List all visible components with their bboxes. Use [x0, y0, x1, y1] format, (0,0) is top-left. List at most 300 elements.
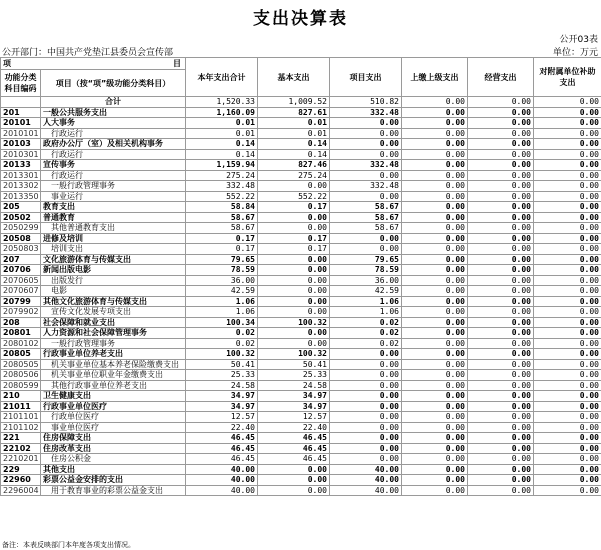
table-row [1, 181, 601, 192]
cell-total: 50.41 [186, 359, 258, 370]
table-row [1, 433, 601, 444]
cell-upper: 0.00 [402, 170, 468, 181]
cell-total: 34.97 [186, 391, 258, 402]
cell-upper: 0.00 [402, 149, 468, 160]
cell-total: 0.14 [186, 149, 258, 160]
table-row [1, 149, 601, 160]
cell-project: 0.00 [330, 412, 402, 423]
cell-name: 住房改革支出 [41, 443, 186, 454]
cell-basic: 0.14 [258, 139, 330, 150]
cell-total: 78.59 [186, 265, 258, 276]
cell-subsidiary: 0.00 [534, 359, 601, 370]
table-row [1, 223, 601, 234]
cell-upper: 0.00 [402, 422, 468, 433]
cell-subsidiary: 0.00 [534, 485, 601, 496]
cell-business: 0.00 [468, 401, 534, 412]
cell-project: 0.00 [330, 191, 402, 202]
cell-total: 0.17 [186, 244, 258, 255]
cell-basic: 0.00 [258, 464, 330, 475]
cell-business: 0.00 [468, 359, 534, 370]
cell-code: 20508 [1, 233, 41, 244]
cell-business: 0.00 [468, 307, 534, 318]
cell-upper: 0.00 [402, 286, 468, 297]
cell-code: 2050803 [1, 244, 41, 255]
cell-basic: 34.97 [258, 391, 330, 402]
cell-subsidiary: 0.00 [534, 454, 601, 465]
cell-basic: 25.33 [258, 370, 330, 381]
cell-business: 0.00 [468, 107, 534, 118]
cell-name: 行政单位医疗 [41, 412, 186, 423]
upper-header: 上缴上级支出 [402, 58, 468, 97]
cell-name: 行政事业单位养老支出 [41, 349, 186, 360]
cell-total: 24.58 [186, 380, 258, 391]
cell-name: 教育支出 [41, 202, 186, 213]
cell-code: 2013350 [1, 191, 41, 202]
cell-code: 221 [1, 433, 41, 444]
cell-project: 79.65 [330, 254, 402, 265]
cell-name: 行政事业单位医疗 [41, 401, 186, 412]
cell-upper: 0.00 [402, 233, 468, 244]
cell-subsidiary: 0.00 [534, 401, 601, 412]
cell-code: 22960 [1, 475, 41, 486]
cell-code: 2080506 [1, 370, 41, 381]
table-row [1, 317, 601, 328]
cell-name: 事业运行 [41, 191, 186, 202]
cell-name: 普通教育 [41, 212, 186, 223]
cell-basic: 275.24 [258, 170, 330, 181]
cell-business: 0.00 [468, 265, 534, 276]
item-label: 项 [3, 59, 11, 68]
cell-name: 一般公共服务支出 [41, 107, 186, 118]
table-row [1, 139, 601, 150]
expenditure-table [0, 57, 601, 496]
table-row [1, 191, 601, 202]
cell-project: 58.67 [330, 202, 402, 213]
cell-business: 0.00 [468, 380, 534, 391]
table-row [1, 296, 601, 307]
cell-upper: 0.00 [402, 338, 468, 349]
cell-upper: 0.00 [402, 370, 468, 381]
cell-subsidiary: 0.00 [534, 380, 601, 391]
table-row [1, 338, 601, 349]
cell-business: 0.00 [468, 370, 534, 381]
cell-total: 12.57 [186, 412, 258, 423]
cell-business: 0.00 [468, 317, 534, 328]
table-row [1, 265, 601, 276]
cell-name: 一般行政管理事务 [41, 338, 186, 349]
cell-subsidiary: 0.00 [534, 107, 601, 118]
cell-upper: 0.00 [402, 191, 468, 202]
table-row [1, 107, 601, 118]
cell-code: 20502 [1, 212, 41, 223]
total-row-code [1, 97, 41, 108]
cell-upper: 0.00 [402, 412, 468, 423]
cell-subsidiary: 0.00 [534, 286, 601, 297]
table-id: 公开03表 [559, 35, 598, 45]
cell-code: 205 [1, 202, 41, 213]
cell-basic: 0.00 [258, 485, 330, 496]
table-row [1, 328, 601, 339]
cell-subsidiary: 0.00 [534, 391, 601, 402]
cell-project: 0.00 [330, 118, 402, 129]
table-row [1, 349, 601, 360]
cell-upper: 0.00 [402, 128, 468, 139]
cell-name: 其他普通教育支出 [41, 223, 186, 234]
cell-code: 2010301 [1, 149, 41, 160]
cell-project: 0.00 [330, 401, 402, 412]
cell-name: 彩票公益金安排的支出 [41, 475, 186, 486]
cell-code: 208 [1, 317, 41, 328]
cell-upper: 0.00 [402, 296, 468, 307]
cell-upper: 0.00 [402, 328, 468, 339]
cell-total: 552.22 [186, 191, 258, 202]
cell-code: 20805 [1, 349, 41, 360]
cell-project: 78.59 [330, 265, 402, 276]
cell-upper: 0.00 [402, 181, 468, 192]
cell-upper: 0.00 [402, 475, 468, 486]
cell-total: 1,160.09 [186, 107, 258, 118]
table-row [1, 401, 601, 412]
basic-header: 基本支出 [258, 58, 330, 97]
cell-name: 其他文化旅游体育与传媒支出 [41, 296, 186, 307]
cell-basic: 0.17 [258, 233, 330, 244]
cell-name: 行政运行 [41, 149, 186, 160]
cell-basic: 0.01 [258, 128, 330, 139]
cell-name: 其他行政事业单位养老支出 [41, 380, 186, 391]
cell-total: 100.32 [186, 349, 258, 360]
cell-project: 332.48 [330, 160, 402, 171]
cell-code: 229 [1, 464, 41, 475]
cell-upper: 0.00 [402, 391, 468, 402]
cell-basic: 0.00 [258, 223, 330, 234]
cell-business: 0.00 [468, 412, 534, 423]
cell-business: 0.00 [468, 454, 534, 465]
table-row [1, 412, 601, 423]
cell-business: 0.00 [468, 391, 534, 402]
cell-subsidiary: 0.00 [534, 191, 601, 202]
cell-name: 住房保障支出 [41, 433, 186, 444]
cell-total: 36.00 [186, 275, 258, 286]
cell-total: 22.40 [186, 422, 258, 433]
name-header: 项目（按“项”级功能分类科目） [41, 70, 186, 97]
cell-upper: 0.00 [402, 212, 468, 223]
cell-upper: 0.00 [402, 118, 468, 129]
cell-business: 0.00 [468, 254, 534, 265]
cell-basic: 827.46 [258, 160, 330, 171]
cell-total: 42.59 [186, 286, 258, 297]
cell-name: 宣传事务 [41, 160, 186, 171]
cell-code: 2070607 [1, 286, 41, 297]
code-header: 功能分类科目编码 [1, 70, 41, 97]
cell-business: 0.00 [468, 191, 534, 202]
cell-name: 宣传文化发展专项支出 [41, 307, 186, 318]
item-header-cell [1, 58, 186, 70]
table-row [1, 307, 601, 318]
cell-subsidiary: 0.00 [534, 443, 601, 454]
cell-code: 20799 [1, 296, 41, 307]
cell-subsidiary: 0.00 [534, 118, 601, 129]
total-row-business: 0.00 [468, 97, 534, 108]
cell-upper: 0.00 [402, 464, 468, 475]
report-title: 支出决算表 [253, 9, 348, 29]
cell-business: 0.00 [468, 443, 534, 454]
table-row [1, 454, 601, 465]
cell-project: 0.02 [330, 328, 402, 339]
cell-project: 0.00 [330, 149, 402, 160]
cell-project: 1.06 [330, 296, 402, 307]
cell-subsidiary: 0.00 [534, 328, 601, 339]
cell-code: 2210201 [1, 454, 41, 465]
cell-total: 0.02 [186, 338, 258, 349]
cell-code: 2013302 [1, 181, 41, 192]
cell-name: 文化旅游体育与传媒支出 [41, 254, 186, 265]
cell-total: 332.48 [186, 181, 258, 192]
cell-upper: 0.00 [402, 401, 468, 412]
cell-basic: 0.00 [258, 307, 330, 318]
table-row [1, 422, 601, 433]
cell-total: 0.17 [186, 233, 258, 244]
table-row [1, 118, 601, 129]
cell-name: 机关事业单位职业年金缴费支出 [41, 370, 186, 381]
mu-label: 目 [173, 59, 181, 68]
cell-total: 100.34 [186, 317, 258, 328]
cell-basic: 0.17 [258, 202, 330, 213]
cell-business: 0.00 [468, 349, 534, 360]
subsidiary-header: 对附属单位补助支出 [534, 58, 601, 97]
cell-subsidiary: 0.00 [534, 160, 601, 171]
cell-total: 40.00 [186, 475, 258, 486]
cell-total: 40.00 [186, 464, 258, 475]
cell-project: 58.67 [330, 223, 402, 234]
cell-upper: 0.00 [402, 307, 468, 318]
cell-basic: 827.61 [258, 107, 330, 118]
cell-total: 0.14 [186, 139, 258, 150]
cell-name: 机关事业单位基本养老保险缴费支出 [41, 359, 186, 370]
total-header: 本年支出合计 [186, 58, 258, 97]
cell-subsidiary: 0.00 [534, 265, 601, 276]
cell-name: 用于教育事业的彩票公益金支出 [41, 485, 186, 496]
business-header: 经营支出 [468, 58, 534, 97]
total-row-basic: 1,009.52 [258, 97, 330, 108]
cell-name: 政府办公厅（室）及相关机构事务 [41, 139, 186, 150]
cell-business: 0.00 [468, 160, 534, 171]
cell-code: 22102 [1, 443, 41, 454]
cell-basic: 0.01 [258, 118, 330, 129]
cell-project: 0.00 [330, 233, 402, 244]
table-row [1, 475, 601, 486]
cell-code: 21011 [1, 401, 41, 412]
cell-business: 0.00 [468, 464, 534, 475]
cell-subsidiary: 0.00 [534, 233, 601, 244]
cell-upper: 0.00 [402, 359, 468, 370]
cell-upper: 0.00 [402, 317, 468, 328]
cell-upper: 0.00 [402, 160, 468, 171]
cell-basic: 50.41 [258, 359, 330, 370]
cell-project: 40.00 [330, 464, 402, 475]
header-row-top [1, 58, 601, 70]
cell-project: 0.00 [330, 443, 402, 454]
cell-project: 0.02 [330, 338, 402, 349]
cell-total: 0.01 [186, 118, 258, 129]
cell-basic: 46.45 [258, 454, 330, 465]
table-row [1, 464, 601, 475]
cell-subsidiary: 0.00 [534, 422, 601, 433]
cell-project: 0.00 [330, 128, 402, 139]
cell-project: 1.06 [330, 307, 402, 318]
cell-code: 2070605 [1, 275, 41, 286]
cell-subsidiary: 0.00 [534, 244, 601, 255]
table-row [1, 212, 601, 223]
cell-total: 25.33 [186, 370, 258, 381]
cell-business: 0.00 [468, 181, 534, 192]
cell-total: 46.45 [186, 433, 258, 444]
cell-business: 0.00 [468, 118, 534, 129]
cell-total: 1.06 [186, 296, 258, 307]
cell-subsidiary: 0.00 [534, 433, 601, 444]
unit-label: 单位：万元 [552, 48, 598, 58]
cell-code: 2050299 [1, 223, 41, 234]
cell-total: 34.97 [186, 401, 258, 412]
cell-name: 新闻出版电影 [41, 265, 186, 276]
cell-name: 社会保障和就业支出 [41, 317, 186, 328]
cell-subsidiary: 0.00 [534, 464, 601, 475]
cell-project: 0.00 [330, 139, 402, 150]
cell-business: 0.00 [468, 286, 534, 297]
cell-business: 0.00 [468, 233, 534, 244]
cell-upper: 0.00 [402, 265, 468, 276]
cell-basic: 100.32 [258, 317, 330, 328]
cell-business: 0.00 [468, 244, 534, 255]
cell-code: 201 [1, 107, 41, 118]
cell-business: 0.00 [468, 128, 534, 139]
table-row [1, 370, 601, 381]
cell-subsidiary: 0.00 [534, 307, 601, 318]
cell-project: 0.00 [330, 349, 402, 360]
cell-code: 2079902 [1, 307, 41, 318]
cell-code: 207 [1, 254, 41, 265]
cell-code: 20133 [1, 160, 41, 171]
cell-upper: 0.00 [402, 454, 468, 465]
cell-project: 0.00 [330, 170, 402, 181]
cell-basic: 0.00 [258, 212, 330, 223]
table-row [1, 380, 601, 391]
cell-name: 事业单位医疗 [41, 422, 186, 433]
cell-basic: 46.45 [258, 433, 330, 444]
total-row-total: 1,520.33 [186, 97, 258, 108]
cell-name: 其他支出 [41, 464, 186, 475]
cell-subsidiary: 0.00 [534, 370, 601, 381]
cell-project: 42.59 [330, 286, 402, 297]
cell-subsidiary: 0.00 [534, 296, 601, 307]
cell-total: 58.67 [186, 223, 258, 234]
cell-code: 2010101 [1, 128, 41, 139]
cell-upper: 0.00 [402, 254, 468, 265]
cell-total: 46.45 [186, 443, 258, 454]
table-row [1, 233, 601, 244]
footnote: 备注：本表反映部门本年度各项支出情况。 [2, 541, 135, 549]
cell-subsidiary: 0.00 [534, 139, 601, 150]
cell-code: 20103 [1, 139, 41, 150]
cell-code: 2101102 [1, 422, 41, 433]
table-row [1, 391, 601, 402]
cell-business: 0.00 [468, 296, 534, 307]
cell-subsidiary: 0.00 [534, 181, 601, 192]
cell-upper: 0.00 [402, 433, 468, 444]
cell-project: 36.00 [330, 275, 402, 286]
cell-subsidiary: 0.00 [534, 349, 601, 360]
cell-code: 210 [1, 391, 41, 402]
total-row-project: 510.82 [330, 97, 402, 108]
cell-name: 培训支出 [41, 244, 186, 255]
cell-subsidiary: 0.00 [534, 212, 601, 223]
cell-project: 332.48 [330, 181, 402, 192]
cell-business: 0.00 [468, 149, 534, 160]
cell-code: 2080102 [1, 338, 41, 349]
cell-name: 住房公积金 [41, 454, 186, 465]
cell-project: 0.02 [330, 317, 402, 328]
cell-basic: 0.00 [258, 286, 330, 297]
cell-code: 2013301 [1, 170, 41, 181]
cell-subsidiary: 0.00 [534, 254, 601, 265]
cell-basic: 0.17 [258, 244, 330, 255]
cell-basic: 0.00 [258, 475, 330, 486]
cell-name: 人力资源和社会保障管理事务 [41, 328, 186, 339]
cell-upper: 0.00 [402, 380, 468, 391]
table-row [1, 202, 601, 213]
cell-project: 0.00 [330, 422, 402, 433]
cell-project: 332.48 [330, 107, 402, 118]
cell-basic: 0.00 [258, 265, 330, 276]
cell-subsidiary: 0.00 [534, 275, 601, 286]
cell-basic: 0.00 [258, 338, 330, 349]
cell-total: 58.84 [186, 202, 258, 213]
cell-name: 人大事务 [41, 118, 186, 129]
cell-total: 0.01 [186, 128, 258, 139]
cell-upper: 0.00 [402, 349, 468, 360]
cell-project: 0.00 [330, 359, 402, 370]
cell-business: 0.00 [468, 139, 534, 150]
cell-total: 1.06 [186, 307, 258, 318]
cell-total: 40.00 [186, 485, 258, 496]
table-row [1, 359, 601, 370]
cell-basic: 0.00 [258, 328, 330, 339]
cell-business: 0.00 [468, 433, 534, 444]
cell-business: 0.00 [468, 485, 534, 496]
cell-name: 电影 [41, 286, 186, 297]
cell-business: 0.00 [468, 422, 534, 433]
cell-basic: 552.22 [258, 191, 330, 202]
cell-project: 0.00 [330, 380, 402, 391]
cell-business: 0.00 [468, 328, 534, 339]
cell-basic: 46.45 [258, 443, 330, 454]
cell-total: 0.02 [186, 328, 258, 339]
table-row [1, 170, 601, 181]
project-header: 项目支出 [330, 58, 402, 97]
cell-project: 0.00 [330, 370, 402, 381]
total-row-label: 合计 [41, 97, 186, 108]
cell-business: 0.00 [468, 170, 534, 181]
cell-upper: 0.00 [402, 202, 468, 213]
cell-subsidiary: 0.00 [534, 170, 601, 181]
cell-name: 出版发行 [41, 275, 186, 286]
department-label: 公开部门：中国共产党垫江县委员会宣传部 [2, 48, 174, 58]
cell-subsidiary: 0.00 [534, 475, 601, 486]
table-row [1, 275, 601, 286]
total-row-upper: 0.00 [402, 97, 468, 108]
cell-basic: 0.00 [258, 275, 330, 286]
cell-subsidiary: 0.00 [534, 149, 601, 160]
cell-business: 0.00 [468, 338, 534, 349]
